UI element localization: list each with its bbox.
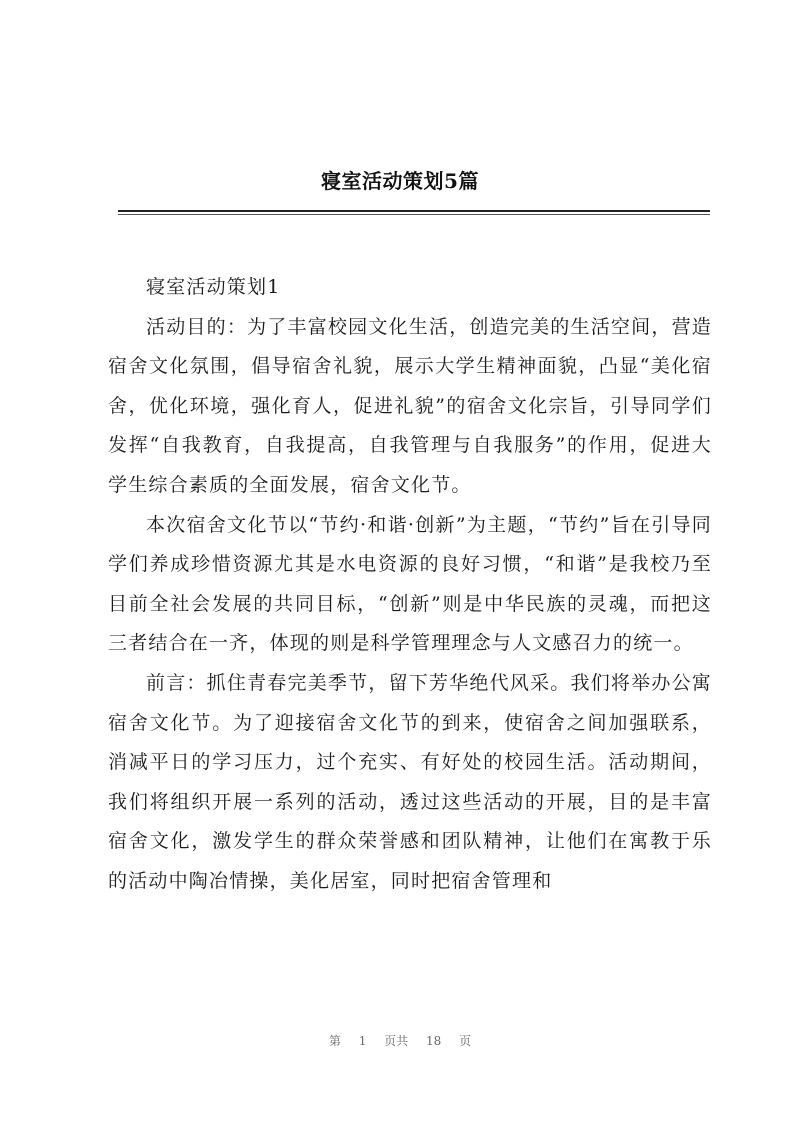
footer-current-page: 1 <box>358 1034 367 1048</box>
footer-suffix: 页 <box>459 1034 472 1048</box>
footer-prefix: 第 <box>328 1034 341 1048</box>
footer-mid: 页共 <box>384 1034 409 1048</box>
page-footer <box>0 1032 800 1049</box>
paragraph-preface: 前言：抓住青春完美季节，留下芳华绝代风采。我们将举办公寓宿舍文化节。为了迎接宿舍文化节的到来，使宿舍之间加强联系，消减平日的学习压力，过个充实、有好处的校园生活。活动期间，我们将组织开展一系列的活动，透过这些活动的开展，目的是丰富宿舍文化，激发学生的群众荣誉感和团队精神，让他们在寓教于乐的活动中陶冶情操，美化居室，同时把宿舍管理和 <box>108 671 712 892</box>
footer-total-pages: 18 <box>426 1034 442 1048</box>
title-divider <box>118 210 710 212</box>
section-heading: 寝室活动策划1 <box>146 276 281 298</box>
paragraph-theme: 本次宿舍文化节以“节约·和谐·创新”为主题，“节约”旨在引导同学们养成珍惜资源尤其是水电资源的良好习惯，“和谐”是我校乃至目前全社会发展的共同目标，“创新”则是中华民族的灵魂，而把这三者结合在一齐，体现的则是科学管理理念与人文感召力的统一。 <box>108 513 712 655</box>
document-body <box>108 268 712 902</box>
title-divider-thin <box>118 214 710 215</box>
paragraph-purpose: 活动目的：为了丰富校园文化生活，创造完美的生活空间，营造宿舍文化氛围，倡导宿舍礼貌，展示大学生精神面貌，凸显“美化宿舍，优化环境，强化育人，促进礼貌”的宿舍文化宗旨，引导同学们发挥“自我教育，自我提高，自我管理与自我服务”的作用，促进大学生综合素质的全面发展，宿舍文化节。 <box>108 315 712 496</box>
document-title: 寝室活动策划5篇 <box>321 169 479 193</box>
